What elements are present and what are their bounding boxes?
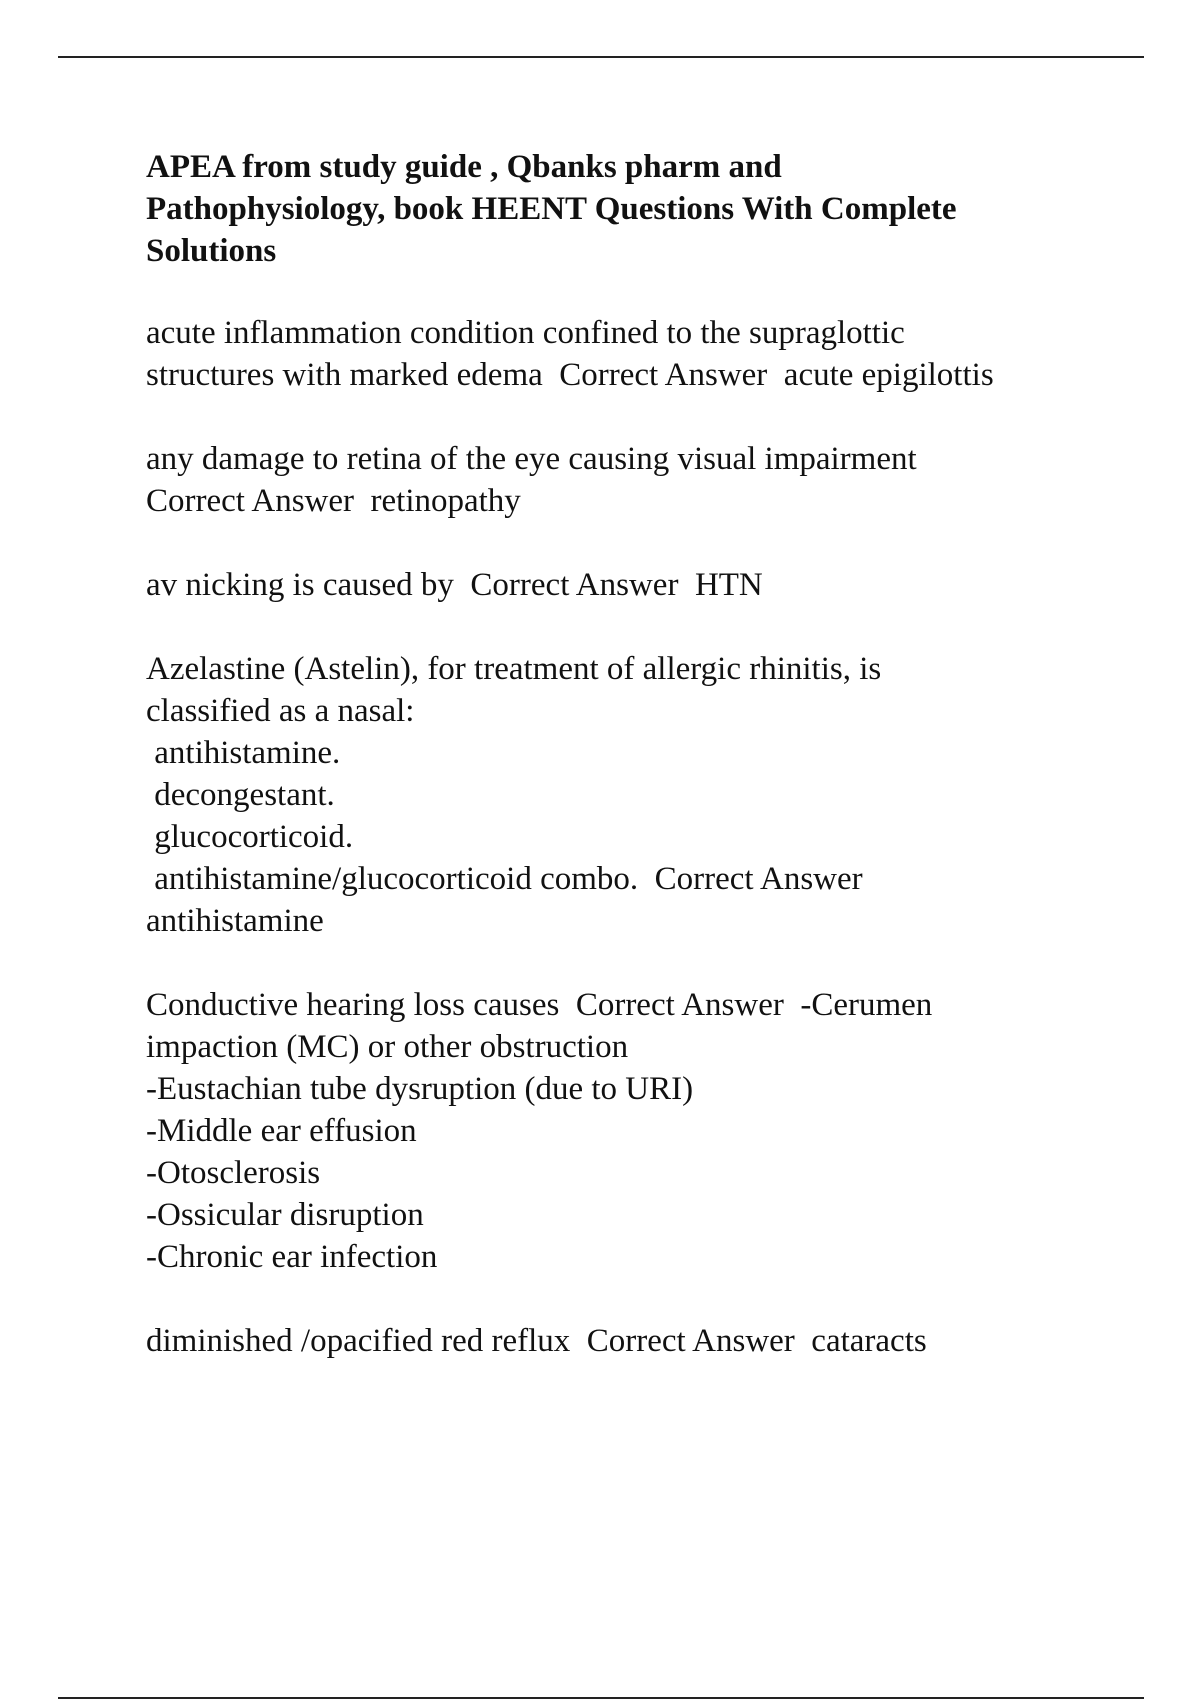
header-rule: [58, 56, 1144, 58]
qa-entry-retinopathy: any damage to retina of the eye causing visual impairment Correct Answer retinopathy: [146, 441, 917, 519]
qa-entry-epiglottitis: acute inflammation condition confined to the supraglottic structures with marked edema Correct Answer acute epigilottis: [146, 315, 994, 393]
document-body: [146, 146, 1106, 1404]
document-title: APEA from study guide , Qbanks pharm and Pathophysiology, book HEENT Questions With Complete Solutions: [146, 149, 957, 269]
qa-entry-av-nicking: av nicking is caused by Correct Answer HTN: [146, 567, 763, 603]
qa-entry-conductive-hearing-loss: Conductive hearing loss causes Correct Answer -Cerumen impaction (MC) or other obstruction -Eustachian tube dysruption (due to URI) -Middle ear effusion -Otosclerosis -Ossicular disruption -Chronic ear infection: [146, 987, 933, 1275]
qa-entry-azelastine: Azelastine (Astelin), for treatment of allergic rhinitis, is classified as a nasal: antihistamine. decongestant. glucocorticoid. antihistamine/glucocorticoid combo. Correct Answer antihistamine: [146, 651, 882, 939]
footer-rule: [58, 1697, 1144, 1699]
qa-entry-red-reflux: diminished /opacified red reflux Correct Answer cataracts: [146, 1323, 927, 1359]
